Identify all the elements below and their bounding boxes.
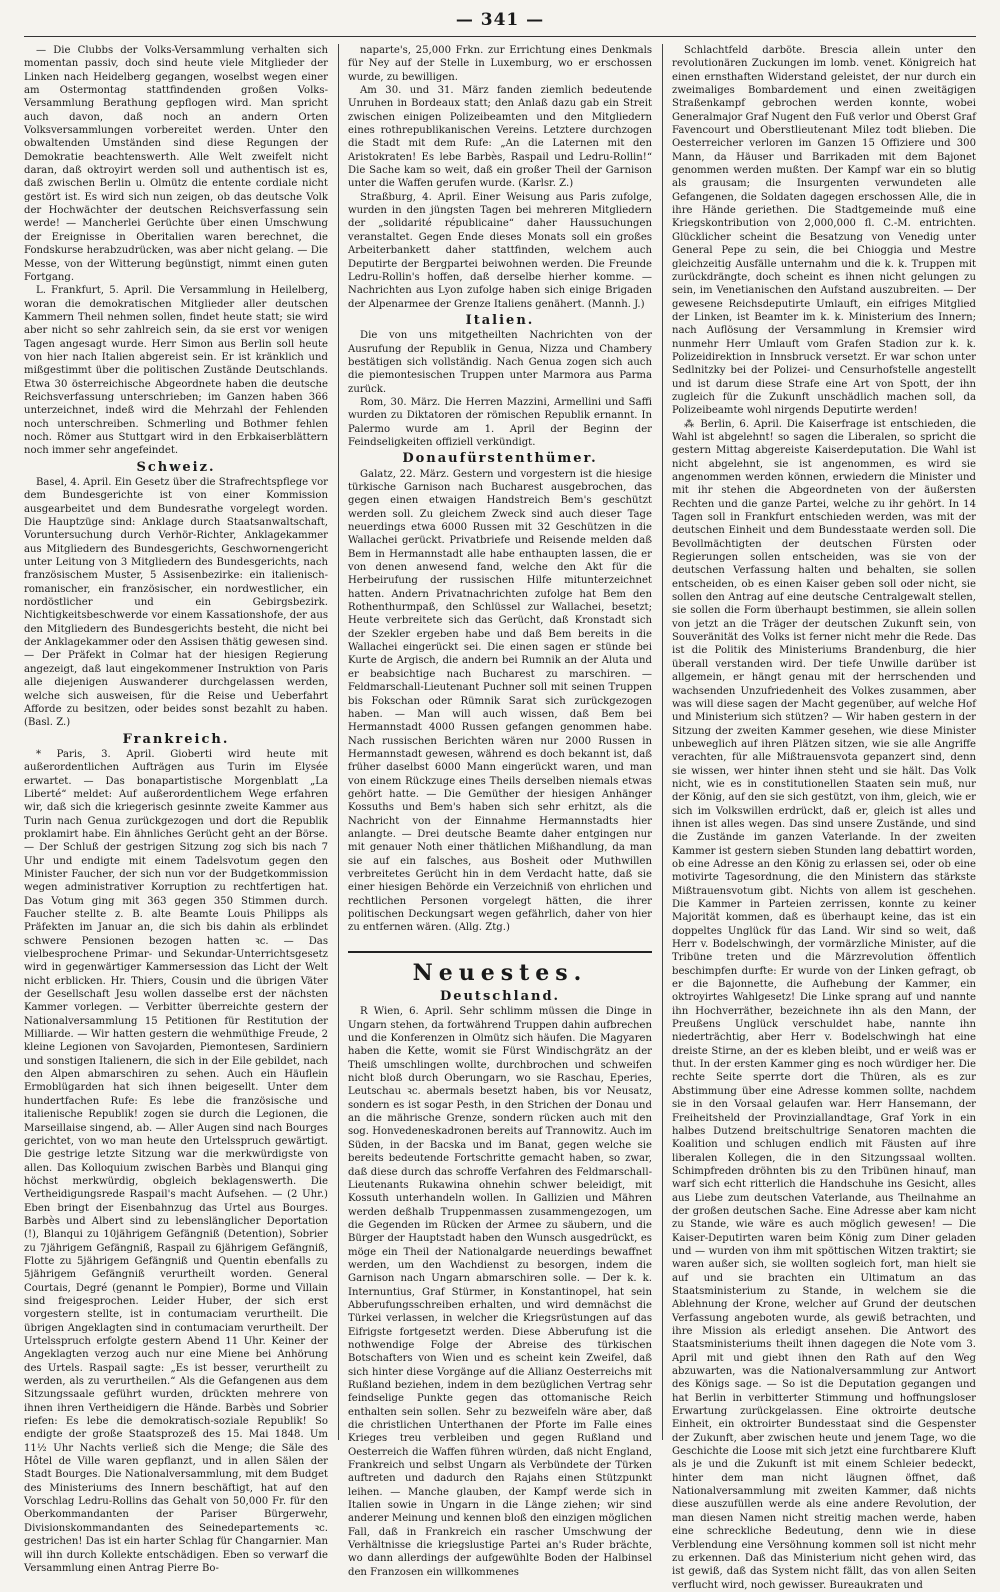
page-number: — 341 — — [455, 10, 545, 30]
section-heading: Donaufürstenthümer. — [402, 451, 598, 467]
article-paragraph: Rom, 30. März. Die Herren Mazzini, Armellini und Saffi wurden zu Diktatoren der römischen Republik ernannt. In Palermo wurde am 1. April der Beginn der Feindseligkeiten offiziell verkündigt. — [348, 396, 652, 448]
column-2 — [348, 44, 652, 1578]
column-divider-1 — [338, 44, 339, 1440]
article-paragraph: Die von uns mitgetheilten Nachrichten von der Ausrufung der Republik in Genua, Nizza und Chambery bestätigen sich vollständig. Nach Genua zogen sich auch die piemontesischen Truppen unter Marmora aus Parma zurück. — [348, 330, 652, 395]
article-paragraph: Straßburg, 4. April. Einer Weisung aus Paris zufolge, wurden in den jüngsten Tagen bei mehreren Mitgliedern der „solidarité républicaine“ daher Haussuchungen veranstaltet. Gegen Ende dieses Monats soll ein großes Arbeiterbankett daher stattfinden, welchem auch Deputirte der Bergpartei beiwohnen werden. Die Freunde Ledru-Rollin's hoffen, daß derselbe hierher komme. — Nachrichten aus Lyon zufolge haben sich einige Brigaden der Alpenarmee der Grenze Italiens genähert. (Mannh. J.) — [348, 191, 652, 310]
article-paragraph: Galatz, 22. März. Gestern und vorgestern ist die hiesige türkische Garnison nach Bucharest ausgebrochen, das gegen einen etwaigen Handstreich Bem's geschützt werden soll. Zu gleichem Zweck sind auch dieser Tage neuerdings etwa 6000 Russen mit 32 Geschützen in die Wallachei gerückt. Privatbriefe und Reisende melden daß Bem in Hermannstadt alle habe enthaupten lassen, die er von denen anwesend fand, welche den Akt für die Herbeirufung der russischen Hilfe mitunterzeichnet hatten. Andern Privatnachrichten zufolge hat Bem den Rothenthurmpaß, den Schlüssel zur Wallachei, besetzt; Heute verbreitete sich das Gerücht, daß Kronstadt sich der Szekler ergeben habe und daß Bem bereits in die Wallachei eingerückt sei. Die einen sagen er stünde bei Kurte de Argisch, die andern bei Rumnik an der Aluta und er beabsichtige nach Bucharest zu marschiren. — Feldmarschall-Lieutenant Puchner soll mit seinen Truppen bis Fokschan oder Rümnik Sarat sich zurückgezogen haben. — Man will auch wissen, daß Bem bei Hermannstadt 4000 Russen gefangen genommen habe. Nach russischen Berichten wären nur 2000 Russen in Hermannstadt gewesen, während es doch bekannt ist, daß früher daselbst 6000 Mann eingerückt waren, und man von einem Rückzuge eines Theils derselben niemals etwas gehört hatte. — Die Gemüther der hiesigen Anhänger Kossuths und Bem's haben sich sehr erhitzt, als die Nachricht von der Einnahme Hermannstadts hier anlangte. — Drei deutsche Beamte daher entgingen nur mit genauer Noth einer thätlichen Mißhandlung, da man sie auf ein falsches, aus Bosheit oder Muthwillen verbreitetes Gerücht hin in dem Verdacht hatte, daß sie einer hiesigen Behörde ein Verzeichniß von ehrlichen und rechtlichen Personen vorgelegt hätten, die ihrer politischen Deckungsart wegen gefährlich, daher von hier zu entfernen wären. (Allg. Ztg.) — [348, 468, 652, 934]
section-divider — [348, 951, 652, 953]
article-paragraph: ⁂ Berlin, 6. April. Die Kaiserfrage ist entschieden, die Wahl ist abgelehnt! so sagen die Liberalen, so spricht die gestern Mittag abgereiste Kaiserdeputation. Die Wahl ist nicht abgelehnt, sie ist angenommen, es wird sie angenommen werden können, erwiedern die Minister und mit ihr stehen die Abgeordneten von der äußersten Rechten und die ganze Partei, welche zu ihr gehört. In 14 Tagen soll in Frankfurt entschieden werden, was mit der deutschen Einheit und dem Bundesstaate werden soll. Die Bevollmächtigten der deutschen Fürsten oder Regierungen sollen entscheiden, was sie von der deutschen Verfassung halten und behalten, sie sollen entscheiden, ob es einen Kaiser geben soll oder nicht, sie sollen den Antrag auf eine deutsche Centralgewalt stellen, sie sollen die Form überhaupt bestimmen, sie allein sollen von jetzt an die Träger der deutschen Zukunft sein, von Souveränität des Volks ist ferner nicht mehr die Rede. Das ist die Politik des Ministeriums Brandenburg, die hier überall verstanden wird. Der tiefe Unwille darüber ist allgemein, er hängt genau mit der herrschenden und wachsenden Unzufriedenheit des Volkes zusammen, aber was will diese sagen der Macht gegenüber, auf welche Hof und Ministerium sich stützen? — Wir haben gestern in der Sitzung der zweiten Kammer gesehen, wie diese Minister unbeweglich auf ihren Plätzen sitzen, wie sie alle Angriffe verachten, für alle Mißtrauensvota gepanzert sind, denn sie wissen, wer hinter ihnen steht und sie hält. Das Volk nicht, wie es in constitutionellen Staaten sein muß, nur der König, auf den sie sich gestützt, von ihm, gleich, wie er sich im Volkswillen erdrückt, daß er, gleich ist alles und ihnen ist alles wegen. Das sind unsere Zustände, und sind die Zustände im ganzen Vaterlande. In der zweiten Kammer ist gestern sieben Stunden lang debattirt worden, ob eine Adresse an den König zu erlassen sei, oder ob eine motivirte Tagesordnung, die den Ministern das stärkste Mißtrauensvotum gibt. Nichts von allem ist geschehen. Die Kammer in Parteien zerrissen, konnte zu keiner Majorität kommen, daß es überhaupt keine, das ist ein doppeltes Unglück für das Land. Wir sind so weit, daß Herr v. Bodelschwingh, der vormärzliche Minister, auf die Tribüne treten und die Märzrevolution öffentlich beschimpfen durfte: Er wurde von der Linken gefragt, ob er die Bajonnette, die Aufhebung der Kammer, ein oktroyirtes Wahlgesetz! Die Linke sprang auf und nannte ihn Hochverräther, bezeichnete ihn als den Mann, der Preußens Unglück verschuldet habe, nannte ihn niederträchtig, aber Herr v. Bodelschwingh hat eine dreiste Stirne, an der es kleben bleibt, und er weiß was er thut. In der ersten Kammer ging es noch würdiger her. Die rechte Seite sperrte dort die Thüren, als es zur Abstimmung über eine Adresse kommen sollte, nachdem sie in den Vorsaal gelaufen war. Herr Hansemann, der Freiheitsheld der Provinziallandtage, Graf York in ein halbes Dutzend breitschultrige Senatoren machten die Koalition und schlugen endlich mit Fäusten auf ihre liberalen Kollegen, die in den Sitzungssaal wollten. Schimpfreden dröhnten bis zu den Tribünen hinauf, man warf sich echt ritterlich die Handschuhe ins Gesicht, alles aus Liebe zum deutschen Vaterlande, aus Theilnahme an der großen deutschen Sache. Eine Adresse aber kam nicht zu Stande, wie wäre es auch möglich gewesen! — Die Kaiser-Deputirten waren beim König zum Diner geladen und — wurden von ihm mit spöttischen Witzen traktirt; sie waren außer sich, sie wollten sogleich fort, man hielt sie auf und sie brachten ein Ultimatum an das Staatsministerium zu Stande, in welchem sie die Ablehnung der Krone, welcher auf Grund der deutschen Verfassung angeboten wurde, als gewiß betrachten, und ihre Mission als erledigt ansehen. Die Antwort des Staatsministeriums theilt ihnen dagegen die Note vom 3. April mit und giebt ihnen den Rath auf den Weg abzuwarten, was die Nationalversammlung zur Antwort des Königs sage. — So ist die Deputation gegangen und hat Berlin in verbitterter Stimmung und hoffnungsloser Erwartung zurückgelassen. Eine oktroirte deutsche Einheit, ein oktroirter Bundesstaat sind die Gespenster der Zukunft, aber zwischen heute und jenem Tage, wo die Geschichte die Loose mit sich jetzt eine furchtbarere Kluft als je und die Zukunft ist mit einem Schleier bedeckt, hinter dem man nicht läugnen öffnet, daß Nationalversammlung mit zweiten Kammer, daß nichts diese auszufüllen werde als eine andere Revolution, der man diesen Namen nicht streitig machen werde, haben eine schreckliche Bedeutung, denn wie in diese Verblendung eine Versöhnung kommen soll ist nicht mehr zu erkennen. Daß das Ministerium nicht gehen wird, das ist gewiß, daß das System nicht fällt, das von allen Seiten verflucht wird, noch gewisser. Bureaukraten und — [672, 418, 976, 1591]
column-divider-2 — [662, 44, 663, 1440]
article-paragraph: Basel, 4. April. Ein Gesetz über die Strafrechtspflege vor dem Bundesgerichte ist von einer Kommission ausgearbeitet und dem Bundesrathe vorgelegt worden. Die Hauptzüge sind: Anklage durch Staatsanwaltschaft, Voruntersuchung durch Verhör-Richter, Anklagekammer aus Mitgliedern des Bundesgerichts, Geschwornengericht unter Leitung von 3 Mitgliedern des Bundesgerichts, nach französischem Muster, 5 Assisenbezirke: ein italienisch-romanischer, ein französischer, ein nordwestlicher, ein nordöstlicher und ein Gebirgsbezirk. Nichtigkeitsbeschwerde vor einem Kassationshofe, der aus den Mitgliedern des Bundesgerichts besteht, die nicht bei der Anklagekammer oder den Assisen thätig gewesen sind. — Der Präfekt in Colmar hat der hiesigen Regierung angezeigt, daß laut eingekommener Instruktion von Paris alle diejenigen Auswanderer durchgelassen werden, welche sich ausweisen, für die Reise und Ueberfahrt Afforde zu besitzen, oder beides sonst bezahlt zu haben. (Basl. Z.) — [24, 477, 328, 729]
section-heading: Frankreich. — [122, 731, 230, 747]
article-paragraph: — Die Clubbs der Volks-Versammlung verhalten sich momentan passiv, doch sind heute viele Mitglieder der Linken nach Heidelberg gegangen, woselbst wegen einer am Ostermontag stattfindenden großen Volks-Versammlung Berathung gepflogen wird. Man spricht auch davon, daß noch an andern Orten Volksversammlungen vorbereitet werden. Unter den obwaltenden Umständen sind diese Regungen der Demokratie beachtenswerth. Alle Welt zweifelt nicht daran, daß oktroyirt werden soll und authentisch ist es, daß zwischen Berlin u. Olmütz die entente cordiale nicht gestört ist. Es wird sich nun zeigen, ob das deutsche Volk der Hochwächter der deutschen Reichsverfassung sein werde! — Mancherlei Gerüchte über einen Umschwung der Ereignisse in Oberitalien waren berechnet, die Fondskurse herabzudrücken, was aber nicht gelang. — Die Messe, von der Witterung begünstigt, nimmt einen guten Fortgang. — [24, 45, 328, 283]
article-paragraph: R Wien, 6. April. Sehr schlimm müssen die Dinge in Ungarn stehen, da fortwährend Truppen dahin aufbrechen und die Konferenzen in Olmütz sich häufen. Die Magyaren haben die Kette, womit sie Fürst Windischgrätz an der Theiß umschlingen wollte, durchbrochen und schweifen nicht bloß durch Oberungarn, wo sie Raschau, Eperies, Leutschau ꝛc. abermals besetzt haben, bis vor Neusatz, sondern es ist sogar Pesth, in den Strichen der Donau und an die mährische Grenze, sondern rücken auch mit den sog. Honvedeneskadronen bereits auf Trannowitz. Auch im Süden, in der Bacska und im Banat, gegen welche sie bereits bedeutende Fortschritte gemacht haben, so zwar, daß diese durch das schroffe Verfahren des Feldmarschall-Lieutenants Rukawina ohnehin schwer beleidigt, mit Kossuth unterhandeln wollen. In Gallizien und Mähren werden deßhalb Truppenmassen zusammengezogen, um die Gegenden im Rücken der Armee zu säubern, und die Bürger der Hauptstadt haben den Wunsch ausgedrückt, es möge ein Theil der Nationalgarde neuerdings bewaffnet werden, um den Wachdienst zu besorgen, indem die Garnison nach Ungarn abmarschiren solle. — Der k. k. Internuntius, Graf Stürmer, in Konstantinopel, hat sein Abberufungsschreiben erhalten, und wird demnächst die Türkei verlassen, in welcher die Kriegsrüstungen auf das Eifrigste fortgesetzt werden. Diese Abberufung ist die nothwendige Folge der Abreise des türkischen Botschafters von Wien und es scheint kein Zweifel, daß sich hinter diese Vorgänge auf die Allianz Oesterreichs mit Rußland beziehen, indem in dem bezüglichen Vertrag sehr feindselige Punkte gegen das ottomanische Reich enthalten sein sollen. Sehr zu bezweifeln wäre aber, daß die christlichen Unterthanen der Pforte im Falle eines Krieges treu verbleiben und gegen Rußland und Oesterreich die Waffen führen würden, daß nicht England, Frankreich und selbst Ungarn als Verbündete der Türken auftreten und dadurch den Rajahs einen Stützpunkt leihen. — Manche glauben, der Kampf werde sich in Italien sowie in Ungarn in die Länge ziehen; wir sind anderer Meinung und kennen bloß den einzigen möglichen Fall, daß in Frankreich ein rascher Umschwung der Verhältnisse die kriegslustige Partei an's Ruder brächte, wo dann allerdings der aufgewühlte Boden der Halbinsel den Franzosen ein willkommenes — [348, 1006, 652, 1578]
header-rule — [24, 36, 976, 37]
section-heading: Schweiz. — [136, 459, 216, 475]
column-3 — [672, 44, 976, 1591]
section-heading: Italien. — [465, 312, 535, 328]
major-heading: Neuestes. — [412, 959, 588, 986]
section-heading: Deutschland. — [439, 989, 561, 1005]
article-paragraph: Am 30. und 31. März fanden ziemlich bedeutende Unruhen in Bordeaux statt; den Anlaß dazu gab ein Streit zwischen einigen Polizeibeamten und den Mitgliedern eines rothrepublikanischen Vereins. Letztere durchzogen die Stadt mit dem Rufe: „An die Laternen mit den Aristokraten! Es lebe Barbès, Raspail und Ledru-Rollin!“ Die Sache kam so weit, daß ein großer Theil der Garnison unter die Waffen gerufen wurde. (Karlsr. Z.) — [348, 85, 652, 190]
article-paragraph: naparte's, 25,000 Frkn. zur Errichtung eines Denkmals für Ney auf der Stelle in Luxemburg, wo er erschossen wurde, zu bewilligen. — [348, 45, 652, 83]
article-paragraph: Schlachtfeld darböte. Brescia allein unter den revolutionären Zuckungen im lomb. venet. Königreich hat einen ernsthaften Widerstand geleistet, der nur durch ein zweimaliges Bombardement und einen zweitägigen Straßenkampf gebrochen werden konnte, wobei Generalmajor Graf Nugent den Fuß verlor und Oberst Graf Favencourt und Oberstlieutenant Milez todt blieben. Die Oesterreicher verloren im Ganzen 15 Offiziere und 300 Mann, da Häuser und Barrikaden mit dem Bajonet genommen werden mußten. Der Kampf war ein so blutig als grausam; die Insurgenten verwundeten alle Gefangenen, die Soldaten dagegen erschossen Alle, die in ihre Hände geriethen. Die Stadtgemeinde muß eine Kriegskontribution von 2,000,000 fl. C.-M. entrichten. Glücklicher scheint die Besatzung von Venedig unter General Pepe zu sein, die bei Chioggia und Mestre gleichzeitig Ausfälle unternahm und die k. k. Truppen mit zurückdrängte, doch scheint es ihnen nicht gelungen zu sein, im Venetianischen den Aufstand auszubreiten. — Der gewesene Reichsdeputirte Umlauft, ein eifriges Mitglied der Linken, ist Beamter im k. k. Ministerium des Innern; nach Auflösung der Versammlung in Kremsier wird nunmehr Herr Umlauft vom Grafen Stadion zur k. k. Polizeidirektion in Innsbruck versetzt. Er war schon unter Sedlnitzky bei der Polizei- und Censurhofstelle angestellt und ist darum diese Strafe eine Art von Spott, der ihn zugleich für die Zukunft unschädlich machen soll, da Polizeibeamte wohl nirgends Deputirte werden! — [672, 45, 976, 417]
article-paragraph: L. Frankfurt, 5. April. Die Versammlung in Heilelberg, woran die demokratischen Mitglieder aller deutschen Kammern Theil nehmen sollen, findet heute statt; sie wird aber nicht so sehr zahlreich sein, da sie erst vor wenigen Tagen angesagt wurde. Herr Simon aus Berlin soll heute von hier nach Italien abgereist sein. Er ist kränklich und mißgestimmt über die politischen Zustände Deutschlands. Etwa 30 österreichische Abgeordnete haben die deutsche Reichsverfassung unterschrieben; im Ganzen haben 366 unterzeichnet, indeß wird die Mehrzahl der Fehlenden noch unterschreiben. Schmerling und Bothmer fehlen noch. Römer aus Stuttgart wird in den Erbkaiserblättern noch immer sehr angefeindet. — [24, 285, 328, 457]
column-1 — [24, 44, 328, 1574]
article-paragraph: * Paris, 3. April. Gioberti wird heute mit außerordentlichen Aufträgen aus Turin im Elysée erwartet. — Das bonapartistische Morgenblatt „La Liberté“ meldet: Auf außerordentlichem Wege erfahren wir, daß sich die kriegerisch gesinnte zweite Kammer aus Turin nach Genua zurückgezogen und dort die Republik proklamirt habe. Ein ähnliches Gerücht geht an der Börse. — Der Schluß der gestrigen Sitzung zog sich bis nach 7 Uhr und endigte mit einem Tadelsvotum gegen den Minister Faucher, der sich nun vor der Budgetkommission wegen administrativer Korruption zu rechtfertigen hat. Das Votum ging mit 363 gegen 350 Stimmen durch. Faucher stellte z. B. alte Beamte Louis Philipps als Präfekten im Januar an, die sich bis dahin als erblindet schwere Pensionen bezogen hatten ꝛc. — Das vielbesprochene Primar- und Sekundar-Unterrichtsgesetz wird in gegenwärtiger Kammersession das Licht der Welt nicht erblicken. Hr. Thiers, Cousin und die übrigen Väter der Gesellschaft Jesu wollen dasselbe erst der nächsten Kammer vorlegen. — Verbitter überreichte gestern der Nationalversammlung 15 Petitionen für Restitution der Milliarde. — Wir hatten gestern die wehmüthige Freude, 2 kleine Legionen von Savojarden, Piemontesen, Sardiniern und sonstigen Italienern, die sich in der Eile gebildet, nach den Alpen abmarschiren zu sehen. Auch ein Häuflein Ermoblügarden hat sich ihnen beigesellt. Unter dem hundertfachen Rufe: Es lebe die französische und italienische Republik! zogen sie durch die Legionen, die Marseillaise singend, ab. — Aller Augen sind nach Bourges gerichtet, von wo man heute den Urtelsspruch gewärtigt. Die gestrige letzte Sitzung war die merkwürdigste von allen. Das Kolloquium zwischen Barbès und Blanqui ging höchst merkwürdig, obgleich beklagenswerth. Die Vertheidigungsrede Raspail's macht Aufsehen. — (2 Uhr.) Eben bringt der Eisenbahnzug das Urtel aus Bourges. Barbès und Albert sind zu lebenslänglicher Deportation (!), Blanqui zu 10jährigem Gefängniß (Detention), Sobrier zu 7jährigem Gefängniß, Raspail zu 6jährigem Gefängniß, Flotte zu 5jährigem Gefängniß und Quentin ebenfalls zu 5jährigem Gefängniß verurtheilt worden. General Courtais, Degré (genannt le Pompier), Borme und Villain sind freigesprochen. Leider Huber, der sich erst vorgestern stellte, ist in contumaciam verurtheilt. Die übrigen Angeklagten sind in contumaciam verurtheilt. Der Urtelsspruch erfolgte gestern Abend 11 Uhr. Keiner der Angeklagten verzog auch nur eine Miene bei Anhörung des Urtels. Raspail sagte: „Es ist besser, verurtheilt zu werden, als zu verurtheilen.“ Als die Gefangenen aus dem Sitzungssaale geführt wurden, drückten mehrere von ihnen ihren Vertheidigern die Hände. Barbès und Sobrier riefen: Es lebe die demokratisch-soziale Republik! So endigte der große Staatsprozeß des 15. Mai 1848. Um 11½ Uhr Nachts verließ sich die Menge; die Säle des Hôtel de Ville waren gepflanzt, und in allen Sälen der Stadt Bourges. Die Nationalversammlung, mit dem Budget des Ministeriums des Innern beschäftigt, hat auf den Vorschlag Ledru-Rollins das Gehalt von 50,000 Fr. für den Oberkommandanten der Pariser Bürgerwehr, Divisionskommandanten des Seinedepartements ꝛc. gestrichen! Das ist ein harter Schlag für Changarnier. Man will ihn durch Kollekte entschädigen. Eben so verwarf die Versammlung einen Antrag Pierre Bo- — [24, 748, 328, 1574]
